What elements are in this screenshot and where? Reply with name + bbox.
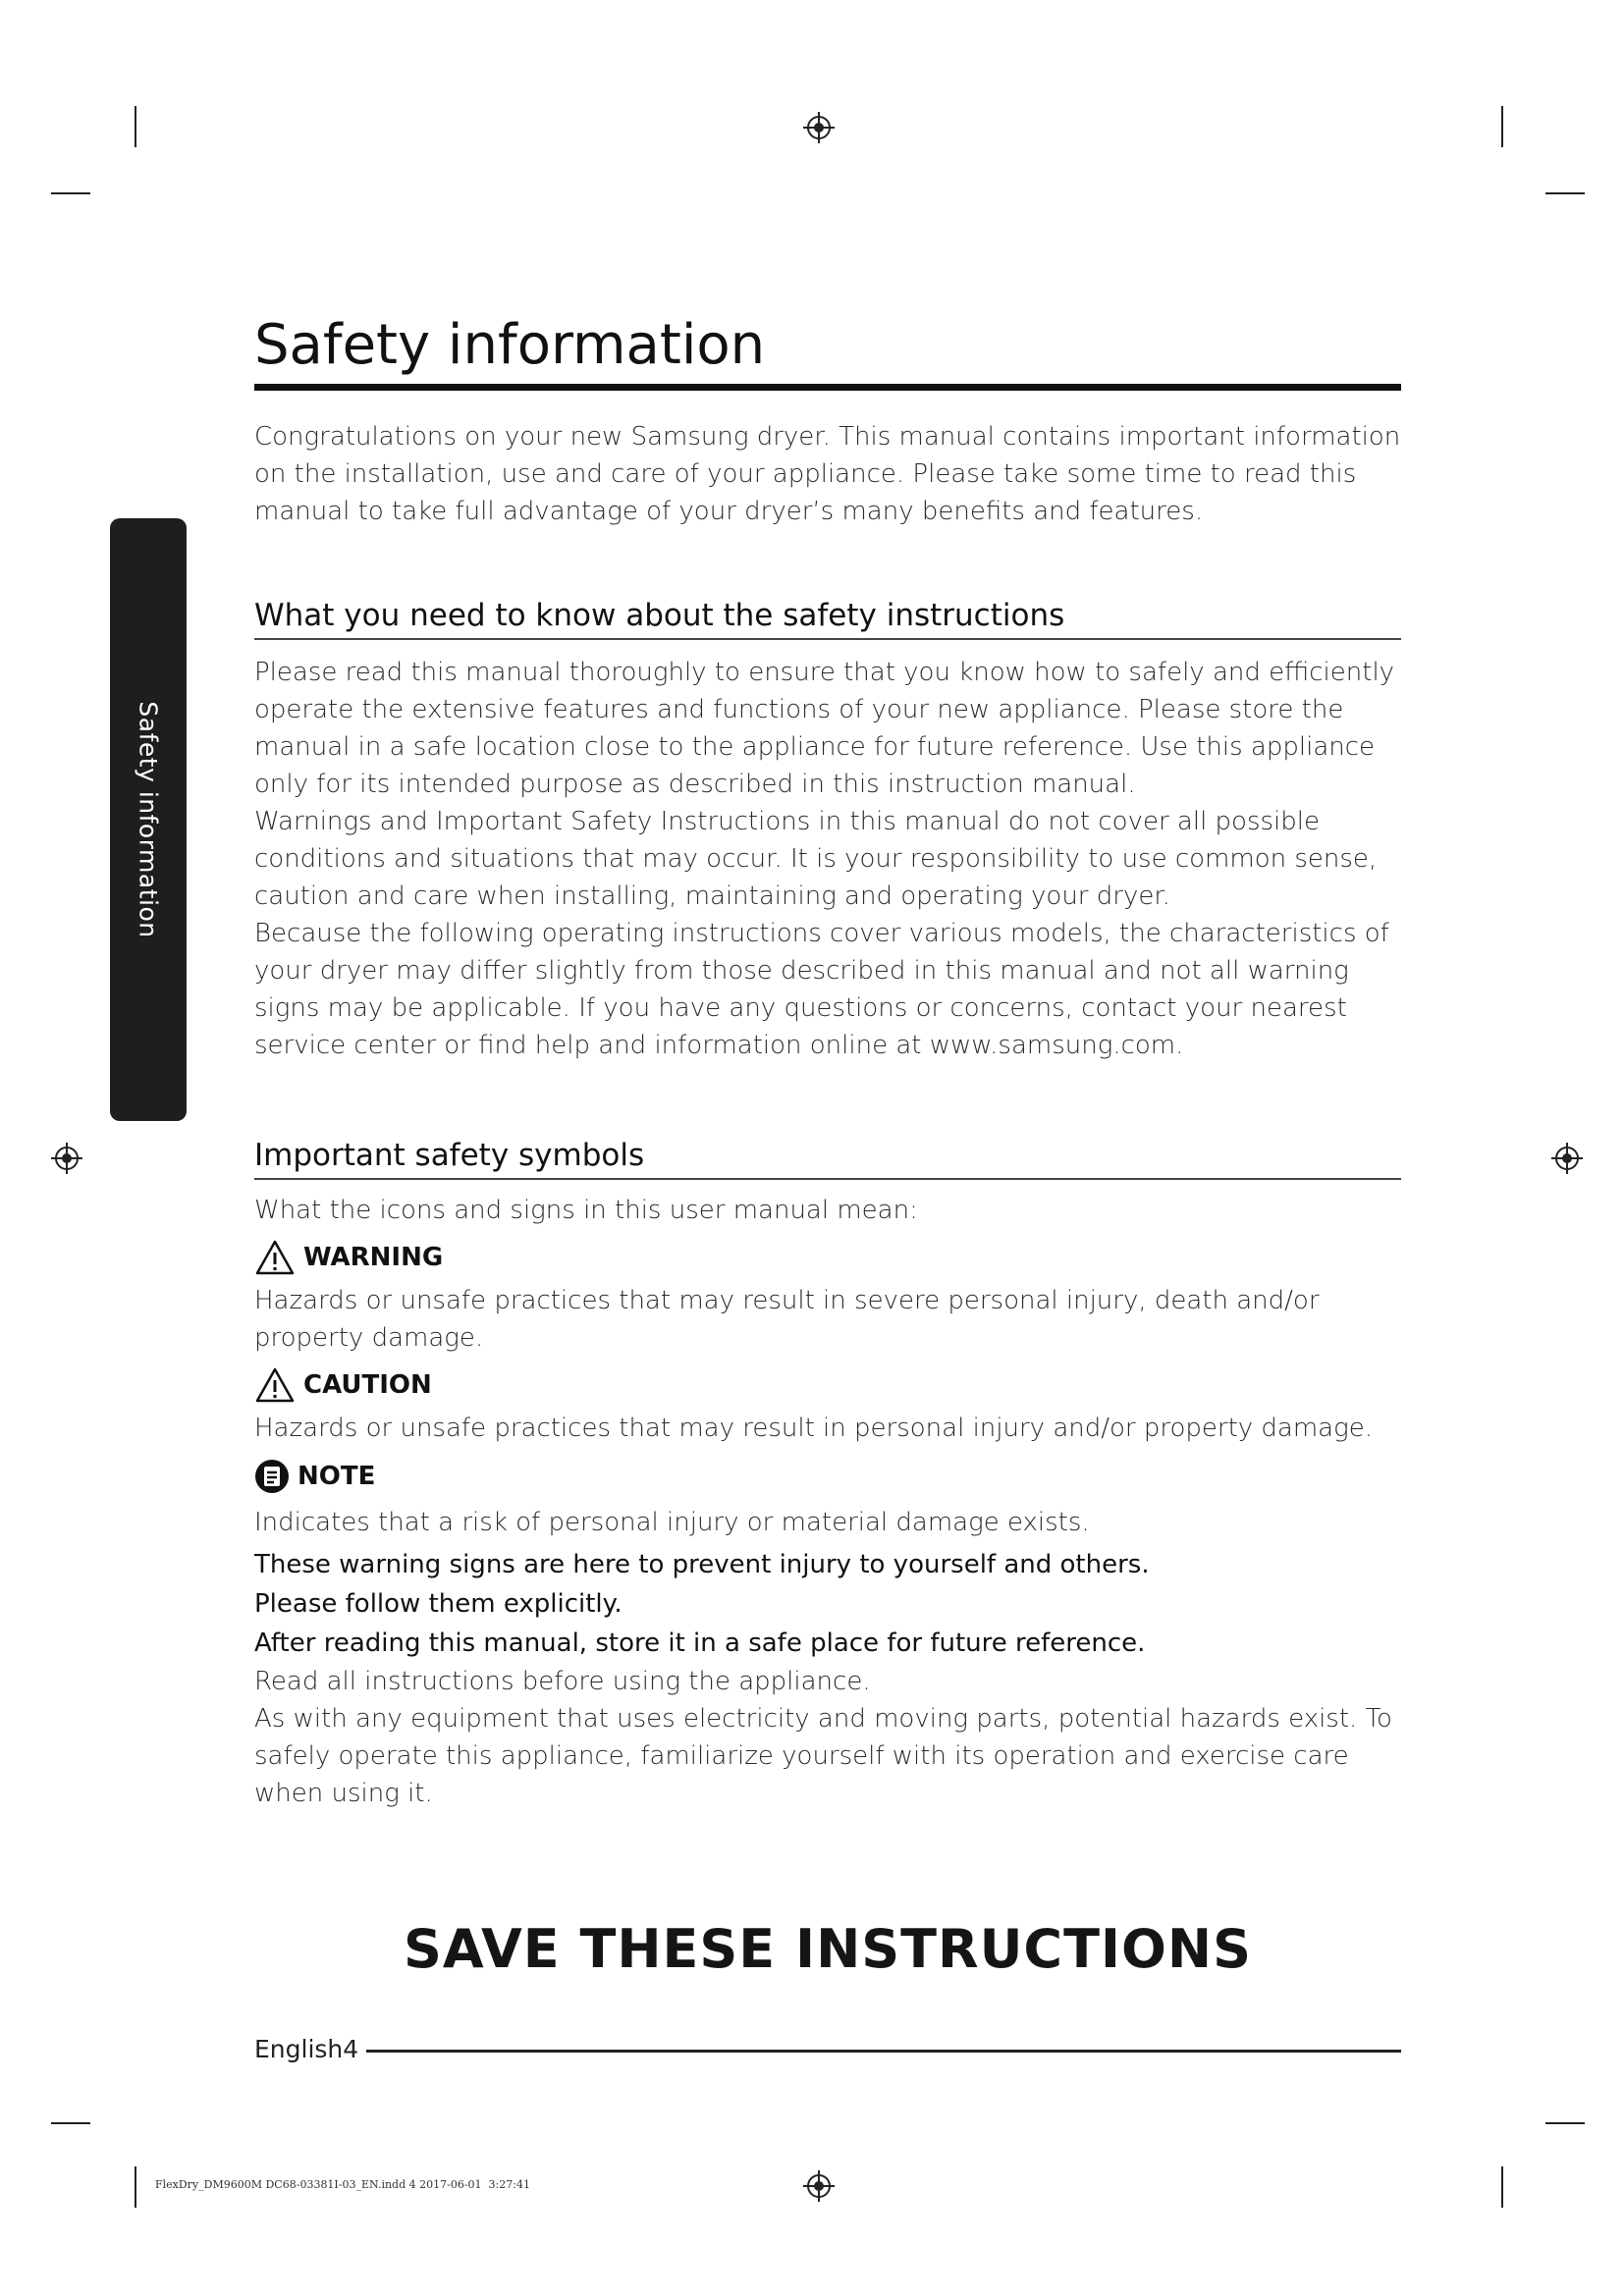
caution-label: CAUTION [303, 1370, 432, 1401]
symbols-intro: What the icons and signs in this user manual mean: [254, 1196, 918, 1226]
emphasis-line: After reading this manual, store it in a safe place for future reference. [254, 1629, 1146, 1659]
crop-mark-top-left [135, 106, 136, 147]
page-title: Safety information [254, 312, 1401, 391]
section-heading-safety-symbols: Important safety symbols [254, 1136, 1401, 1180]
print-slug: FlexDry_DM9600M DC68-03381I-03_EN.indd 4 2017-06-01 ￼ 3:27:41 [155, 2178, 530, 2191]
warning-text: Hazards or unsafe practices that may result in severe personal injury, death and/or property damage. [254, 1286, 1320, 1354]
registration-mark-icon [801, 2168, 837, 2204]
caution-block [254, 1366, 1401, 1404]
section-heading-safety-instructions: What you need to know about the safety instructions [254, 596, 1401, 640]
crop-mark-top-left-h [51, 192, 90, 194]
registration-mark-icon [801, 110, 837, 145]
warning-block [254, 1239, 1401, 1276]
paragraph: Because the following operating instructions cover various models, the characteristics of your dryer may differ slightly from those described in this manual and not all warning signs may be applicable. If you have any questions or concerns, contact your nearest service center or find help and information online at www.samsung.com. [254, 919, 1389, 1061]
warning-triangle-icon [254, 1239, 296, 1276]
note-text: Indicates that a risk of personal injury or material damage exists. [254, 1508, 1090, 1538]
save-instructions-banner: SAVE THESE INSTRUCTIONS [404, 1918, 1252, 1980]
registration-mark-icon [49, 1141, 84, 1176]
registration-mark-icon [1549, 1141, 1585, 1176]
crop-mark-top-right [1501, 106, 1503, 147]
caution-text: Hazards or unsafe practices that may result in personal injury and/or property damage. [254, 1414, 1373, 1444]
emphasis-line: Please follow them explicitly. [254, 1589, 623, 1620]
closing-line: As with any equipment that uses electricity and moving parts, potential hazards exist. To safely operate this appliance, familiarize yourself with its operation and exercise care when using it. [254, 1704, 1392, 1809]
paragraph: Please read this manual thoroughly to ensure that you know how to safely and efficiently operate the extensive features and functions of your new appliance. Please store the manual in a safe location close to the appliance for future reference. Use this appliance only for its intended purpose as described in this instruction manual. [254, 658, 1395, 800]
intro-paragraph: Congratulations on your new Samsung dryer. This manual contains important information on the installation, use and care of your appliance. Please take some time to read this manual to take full advantage of your dryer’s many benefits and features. [254, 422, 1401, 526]
crop-mark-bottom-left-h [51, 2122, 90, 2124]
crop-mark-bottom-left [135, 2166, 136, 2208]
page-number: English4 [254, 2035, 359, 2063]
closing-line: Read all instructions before using the appliance. [254, 1667, 871, 1697]
page-footer [254, 2035, 1401, 2063]
side-tab-label: Safety information [134, 701, 163, 938]
crop-mark-bottom-right-h [1545, 2122, 1585, 2124]
caution-triangle-icon [254, 1366, 296, 1404]
footer-rule [366, 2050, 1401, 2053]
note-icon [254, 1459, 290, 1494]
emphasis-line: These warning signs are here to prevent injury to yourself and others. [254, 1550, 1150, 1580]
note-label: NOTE [298, 1462, 376, 1492]
warning-label: WARNING [303, 1243, 444, 1273]
crop-mark-top-right-h [1545, 192, 1585, 194]
paragraph: Warnings and Important Safety Instructions in this manual do not cover all possible conditions and situations that may occur. It is your responsibility to use common sense, caution and care when installing, maintaining and operating your dryer. [254, 807, 1378, 912]
crop-mark-bottom-right [1501, 2166, 1503, 2208]
side-chapter-tab [110, 518, 187, 1121]
note-block [254, 1459, 1401, 1494]
